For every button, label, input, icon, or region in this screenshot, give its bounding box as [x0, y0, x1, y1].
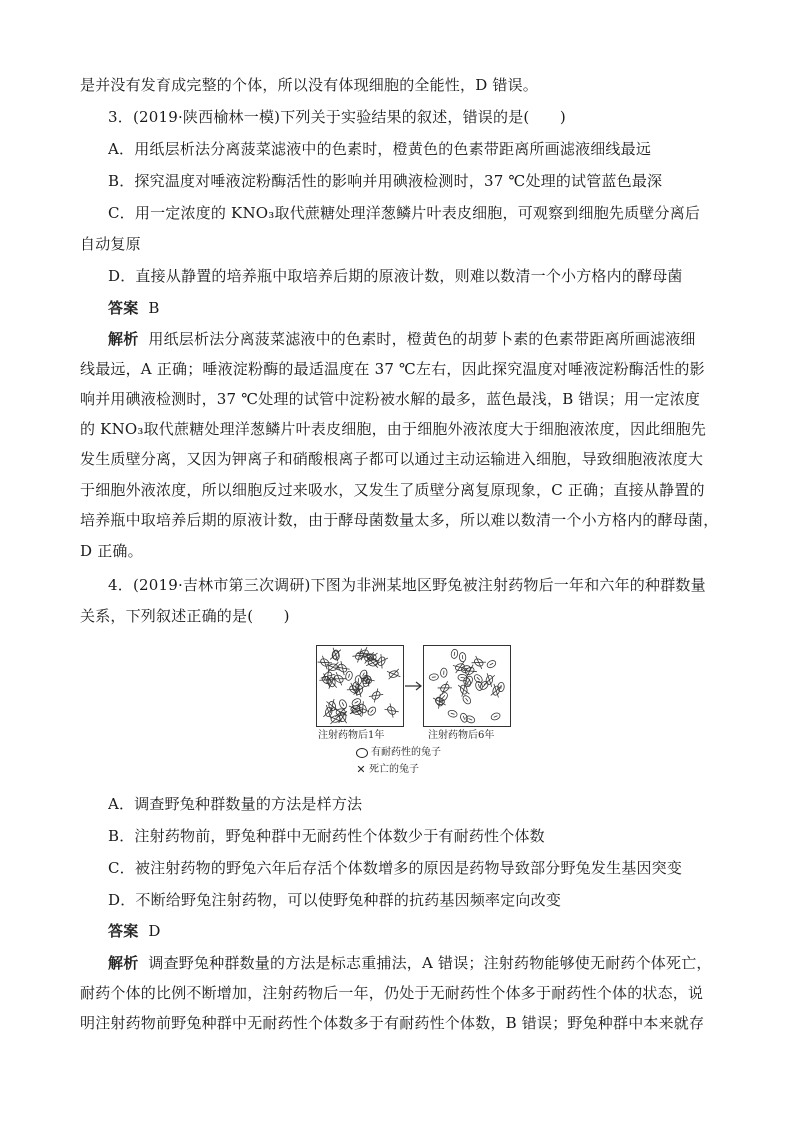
analysis-text: 线最远，A 正确；唾液淀粉酶的最适温度在 37 ℃左右，因此探究温度对唾液淀粉酶活性的影: [80, 360, 705, 378]
answer-label: 答案: [108, 299, 139, 317]
text-line: 是并没有发育成完整的个体，所以没有体现细胞的全能性，D 错误。: [80, 76, 538, 94]
option-b: B．注射药物前，野兔种群中无耐药性个体数少于有耐药性个体数: [108, 827, 545, 845]
analysis-text: 发生质壁分离，又因为钾离子和硝酸根离子都可以通过主动运输进入细胞，导致细胞液浓度大: [80, 450, 704, 468]
resistant-rabbit-icon: [461, 694, 472, 705]
legend-dead-label: 死亡的兔子: [369, 764, 419, 775]
dead-rabbit-icon: [472, 656, 486, 669]
answer-label: 答案: [108, 922, 139, 940]
option-a: A．调查野兔种群数量的方法是样方法: [108, 795, 363, 813]
dead-rabbit-icon: [387, 669, 400, 679]
dead-rabbit-icon: [484, 673, 495, 687]
dead-rabbit-icon: [384, 703, 398, 717]
option-d: D．直接从静置的培养瓶中取培养后期的原液计数，则难以数清一个小方格内的酵母菌: [108, 267, 683, 285]
resistant-rabbit-icon: [459, 652, 466, 662]
analysis-text: 响并用碘液检测时，37 ℃处理的试管中淀粉被水解的最多，蓝色最浅，B 错误；用一定浓度: [80, 390, 701, 408]
answer-line: [108, 297, 720, 319]
question-4-stem: 4．(2019·吉林市第三次调研)下图为非洲某地区野兔被注射药物后一年和六年的种群数量: [108, 576, 706, 594]
resistant-rabbit-icon: [440, 668, 447, 678]
legend-dead: [356, 763, 419, 776]
legend-resistant-label: 有耐药性的兔子: [371, 747, 441, 758]
resistant-rabbit-icon: [338, 699, 348, 710]
resistant-rabbit-icon: [486, 659, 497, 669]
analysis-text: 于细胞外液浓度，所以细胞反过来吸水，又发生了质壁分离复原现象，C 正确；直接从静置的: [80, 481, 705, 499]
option-c: C．被注射药物的野兔六年后存活个体数增多的原因是药物导致部分野兔发生基因突变: [108, 859, 683, 877]
analysis-text: 培养瓶中取培养后期的原液计数，由于酵母菌数量太多，所以难以数清一个小方格内的酵母菌，: [80, 511, 719, 529]
analysis-text: 明注射药物前野兔种群中无耐药性个体数多于有耐药性个体数，B 错误；野兔种群中本来就存: [80, 1014, 705, 1032]
resistant-rabbit-icon: [464, 675, 473, 686]
option-c-cont: 自动复原: [80, 235, 141, 253]
dead-rabbit-icon: [339, 711, 347, 723]
resistant-rabbit-icon: [356, 748, 368, 758]
answer-value: B: [148, 299, 160, 317]
option-b: B．探究温度对唾液淀粉酶活性的影响并用碘液检测时，37 ℃处理的试管蓝色最深: [108, 172, 663, 190]
analysis-label: 解析: [108, 954, 139, 972]
dead-rabbit-icon: [491, 684, 502, 698]
resistant-rabbit-icon: [490, 712, 501, 721]
analysis-text: 用纸层析法分离菠菜滤液中的色素时，橙黄色的胡萝卜素的色素带距离所画滤液细: [148, 330, 696, 348]
analysis-text: 耐药个体的比例不断增加，注射药物后一年，仍处于无耐药性个体多于耐药性个体的状态，说: [80, 984, 704, 1002]
analysis-line: [108, 952, 720, 974]
answer-line: [108, 920, 720, 942]
caption-one-year: 注射药物后1年: [318, 730, 385, 741]
analysis-text: 的 KNO₃取代蔗糖处理洋葱鳞片叶表皮细胞，由于细胞外液浓度大于细胞液浓度，因此细胞先: [80, 420, 707, 438]
dead-rabbit-icon: [369, 688, 383, 702]
dead-rabbit-icon: [453, 661, 467, 673]
option-a: A．用纸层析法分离菠菜滤液中的色素时，橙黄色的色素带距离所画滤液细线最远: [108, 140, 652, 158]
dead-rabbit-icon: [352, 649, 366, 663]
analysis-line: [108, 328, 720, 350]
dead-rabbit-icon: ✕: [356, 763, 366, 776]
arrow-icon: [405, 682, 421, 690]
resistant-rabbit-icon: [345, 671, 353, 681]
question-4-stem-cont: 关系，下列叙述正确的是( ): [80, 607, 290, 625]
question-3-stem: 3．(2019·陕西榆林一模)下列关于实验结果的叙述，错误的是( ): [108, 108, 566, 126]
analysis-label: 解析: [108, 330, 139, 348]
resistant-rabbit-icon: [447, 709, 458, 718]
analysis-text: 调查野兔种群数量的方法是标志重捕法，A 错误；注射药物能够使无耐药个体死亡，: [148, 954, 712, 972]
caption-six-year: 注射药物后6年: [428, 730, 495, 741]
resistant-rabbit-icon: [351, 697, 362, 707]
analysis-text: D 正确。: [80, 542, 143, 560]
resistant-rabbit-icon: [355, 676, 362, 685]
option-c: C．用一定浓度的 KNO₃取代蔗糖处理洋葱鳞片叶表皮细胞，可观察到细胞先质壁分离后: [108, 204, 701, 222]
resistant-rabbit-icon: [429, 673, 439, 680]
option-d: D．不断给野兔注射药物，可以使野兔种群的抗药基因频率定向改变: [108, 891, 562, 909]
resistant-rabbit-icon: [461, 665, 472, 674]
rabbit-illustration: [310, 643, 524, 783]
resistant-rabbit-icon: [451, 649, 459, 659]
dead-rabbit-icon: [318, 656, 332, 670]
population-figure: [310, 643, 524, 783]
answer-value: D: [148, 922, 161, 940]
legend-resistant: [356, 746, 441, 759]
resistant-rabbit-icon: [459, 712, 468, 723]
